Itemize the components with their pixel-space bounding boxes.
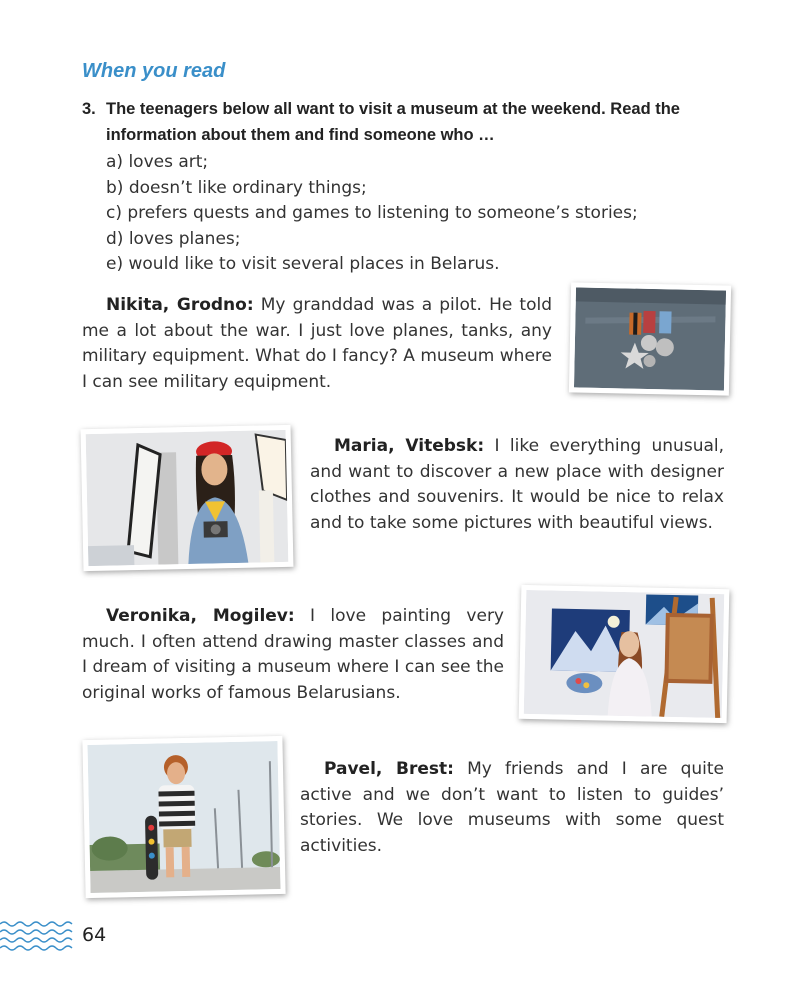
skater-photo — [82, 736, 285, 898]
option-item: e) would like to visit several places in Belarus. — [106, 254, 500, 274]
profile-text: My friends and I are quite active and we don’t want to listen to guides’ stories. We love museums with some quest activities. — [300, 759, 724, 856]
profile-nikita — [82, 293, 552, 395]
profile-text: I like everything unusual, and want to discover a new place with designer clothes and souvenirs. It would be nice to relax and to take some pictures with beautiful views. — [310, 436, 725, 533]
option-item: d) loves planes; — [106, 228, 241, 249]
painter-photo — [519, 585, 730, 723]
task-number: 3. — [82, 100, 96, 118]
option-item: a) loves art; — [106, 152, 209, 172]
profile-name: Maria, Vitebsk: — [334, 436, 485, 456]
profile-name: Veronika, Mogilev: — [106, 606, 295, 626]
task-text: The teenagers below all want to visit a museum at the weekend. Read the information about them and find someone who … — [106, 100, 680, 144]
profile-name: Nikita, Grodno: — [106, 295, 254, 315]
task-instruction — [82, 96, 732, 148]
option-item: c) prefers quests and games to listening to someone’s stories; — [106, 203, 638, 223]
profile-maria — [310, 434, 724, 536]
medals-photo — [569, 282, 731, 395]
profile-name: Pavel, Brest: — [324, 759, 454, 779]
photographer-photo — [81, 425, 294, 571]
wave-decoration-icon — [0, 918, 76, 958]
page-number: 64 — [82, 924, 107, 946]
task-options — [106, 150, 638, 278]
option-item: b) doesn’t like ordinary things; — [106, 177, 367, 198]
profile-pavel — [300, 757, 724, 859]
section-heading: When you read — [82, 60, 226, 82]
profile-text: I love painting very much. I often attend drawing master classes and I dream of visiting a museum where I can see the original works of famous Belarusians. — [82, 606, 504, 703]
profile-text: My granddad was a pilot. He told me a lot about the war. I just love planes, tanks, any military equipment. What do I fancy? A museum where I can see military equipment. — [82, 295, 552, 392]
profile-veronika — [82, 604, 504, 706]
